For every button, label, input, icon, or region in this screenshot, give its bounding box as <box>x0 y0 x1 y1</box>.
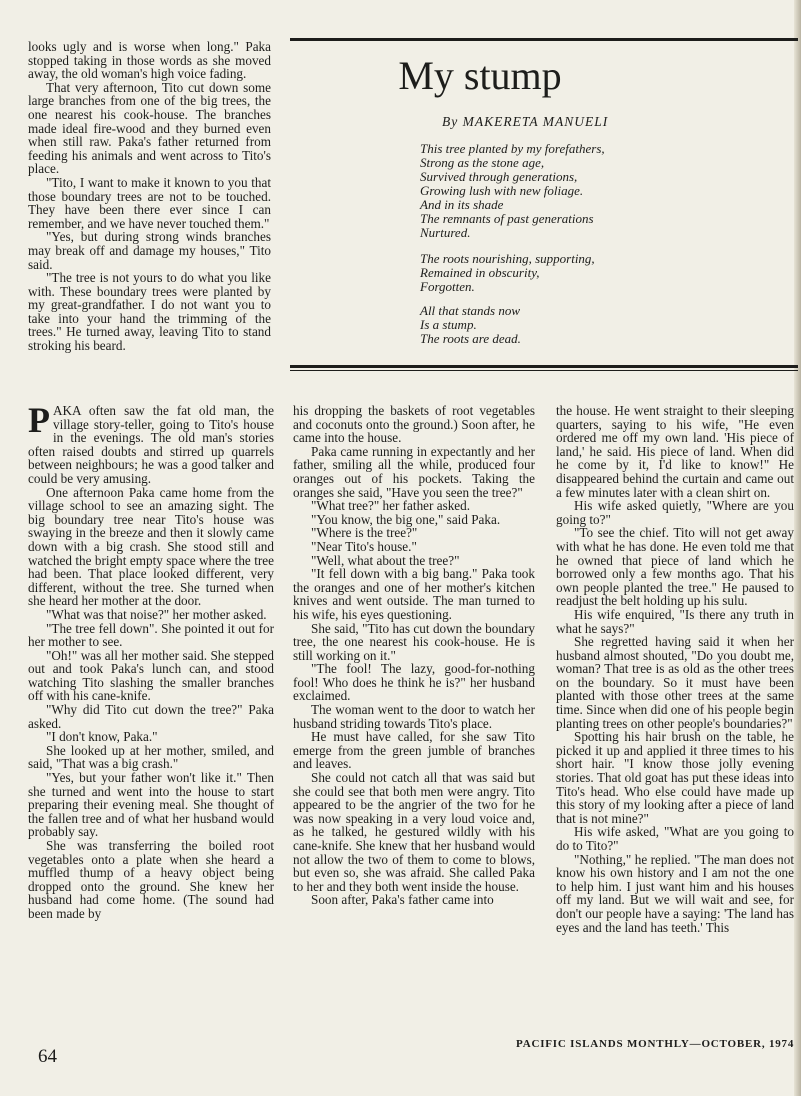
poem-line: Strong as the stone age, <box>420 155 545 170</box>
paragraph: looks ugly and is worse when long." Paka stopped taking in those words as she moved away, the old woman's high voice fading. <box>28 39 271 82</box>
poem-bottom-rule-thin <box>290 370 798 371</box>
paragraph: "What was that noise?" her mother asked. <box>46 606 267 622</box>
poem-line: This tree planted by my forefathers, <box>420 141 605 156</box>
paragraph: She could not catch all that was said but she could see that both men were angry. Tito appeared to be the angrier of the two for he was now speaking in a very loud voice and, as he talked, he gestured wildly with his cane-knife. She knew that her husband would not allow the two of them to come to blows, but even so, she was afraid. She called Paka to her and they both went inside the house. <box>293 770 535 894</box>
paragraph: His wife enquired, "Is there any truth in what he says?" <box>556 606 794 636</box>
paragraph: "What tree?" her father asked. <box>311 498 471 514</box>
paragraph: She was transferring the boiled root vegetables onto a plate when she heard a muffled thump of a heavy object being dropped onto the ground. She knew her husband had come home. (The sound had been made by <box>28 838 274 921</box>
paragraph: "Where is the tree?" <box>311 525 418 541</box>
poem-line: Forgotten. <box>420 279 475 294</box>
poem-line: Nurtured. <box>420 225 471 240</box>
page-number: 64 <box>38 1046 57 1067</box>
paragraph: "The tree fell down". She pointed it out for her mother to see. <box>28 620 274 650</box>
poem-line: All that stands now <box>420 303 521 318</box>
story-column-left <box>28 400 274 921</box>
paragraph: She said, "Tito has cut down the boundary tree, the one nearest his cook-house. He is still working on it." <box>293 620 535 663</box>
poem-line: The roots are dead. <box>420 331 521 346</box>
paragraph: He must have called, for she saw Tito emerge from the green jumble of branches and leaves. <box>293 729 535 772</box>
paragraph: His wife asked quietly, "Where are you going to?" <box>556 498 794 527</box>
paragraph: "You know, the big one," said Paka. <box>311 511 501 527</box>
paragraph: "Near Tito's house." <box>311 538 417 554</box>
poem-bottom-rule <box>290 365 798 368</box>
paragraph: "Yes, but during strong winds branches may break off and damage my houses," Tito said. <box>28 229 271 272</box>
story-column-middle <box>293 404 535 907</box>
poem-line: And in its shade <box>420 197 504 212</box>
poem-top-rule <box>290 38 798 41</box>
poem-line: The roots nourishing, supporting, <box>420 251 595 266</box>
poem-line: Growing lush with new foliage. <box>420 183 584 198</box>
publication-footer: PACIFIC ISLANDS MONTHLY—OCTOBER, 1974 <box>516 1038 795 1050</box>
paragraph: "It fell down with a big bang." Paka took the oranges and one of her mother's kitchen knives and went outside. The man turned to his wife, his eyes questioning. <box>293 566 535 622</box>
paragraph: his dropping the baskets of root vegetables and coconuts onto the ground.) Soon after, he came into the house. <box>293 403 535 446</box>
poem-stanza-2 <box>420 252 595 294</box>
paragraph: One afternoon Paka came home from the village school to see an amazing sight. The big boundary tree near Tito's house was swaying in the breeze and then it slowly came down with a big crash. She stood still and watched the bright empty space where the tree had been. That place looked different, very different, without the tree. She turned when she heard her mother at the door. <box>28 484 274 609</box>
paragraph: "Oh!" was all her mother said. She stepped out and took Paka's lunch can, and stood watching Tito slashing the smaller branches off with his cane-knife. <box>28 647 274 704</box>
paragraph: "Tito, I want to make it known to you that those boundary trees are not to be touched. They have been there ever since I can remember, and we have never touched them." <box>28 174 271 231</box>
paragraph: His wife asked, "What are you going to do to Tito?" <box>556 824 794 853</box>
story-column-right <box>556 404 794 934</box>
paragraph-dropcap: PAKA often saw the fat old man, the village story-teller, going to Tito's house in the evenings. The old man's stories often raised doubts and stirred up quarrels between neighbours; he was a good talker and could be very amusing. <box>28 400 274 486</box>
paragraph: She regretted having said it when her husband almost shouted, "Do you doubt me, woman? That tree is as old as the other trees on the boundary. So it must have been planted with those other trees at the same time. Since when did one of his people begin planting trees on other people's boundaries?" <box>556 634 794 731</box>
paragraph: "Well, what about the tree?" <box>311 552 460 568</box>
paragraph: the house. He went straight to their sleeping quarters, saying to his wife, "He even ordered me off my own land. 'His piece of land,' he said. His piece of land. When did he come by it, I'd like to know!" He disappeared behind the curtain and came out a few minutes later with a clean shirt on. <box>556 403 794 500</box>
paragraph: Spotting his hair brush on the table, he picked it up and applied it three times to his short hair. "I know those jolly evening stories. That old goat has put these ideas into Tito's head. Who else could have made up this story of my looking after a piece of land that is not mine?" <box>556 729 794 826</box>
paragraph: "Nothing," he replied. "The man does not know his own history and I am not the one to help him. I just want him and his houses off my land. But we will wait and see, for don't our people have a saying: 'The land has eyes and the land has teeth.' This <box>556 851 794 935</box>
paragraph: "Why did Tito cut down the tree?" Paka asked. <box>28 702 274 731</box>
paragraph: She looked up at her mother, smiled, and said, "That was a big crash." <box>28 742 274 772</box>
poem-title: My stump <box>398 53 562 98</box>
paragraph: "To see the chief. Tito will not get away with what he has done. He even told me that he owned that piece of land which he borrowed only a few months ago. That his own people planted the tree." He paused to readjust the belt holding up his sulu. <box>556 525 794 609</box>
paragraph: "The tree is not yours to do what you like with. These boundary trees were planted by my great-grandfather. I do not want you to take into your hand the trimming of the trees." He turned away, leaving Tito to stand stroking his beard. <box>28 270 271 354</box>
poem-stanza-1 <box>420 142 605 240</box>
poem-line: The remnants of past generations <box>420 211 594 226</box>
poem-box <box>290 38 798 370</box>
paragraph: The woman went to the door to watch her husband striding towards Tito's place. <box>293 702 535 731</box>
paragraph: Soon after, Paka's father came into <box>311 892 494 908</box>
paragraph: "Yes, but your father won't like it." Then she turned and went into the house to start preparing their evening meal. She thought of the fallen tree and of what her husband would probably say. <box>28 770 274 840</box>
poem-line: Remained in obscurity, <box>420 265 540 280</box>
paragraph: Paka came running in expectantly and her father, smiling all the while, produced four oranges out of his pockets. Taking the oranges she said, "Have you seen the tree?" <box>293 443 535 500</box>
poem-stanza-3 <box>420 304 521 346</box>
paragraph: "The fool! The lazy, good-for-nothing fool! Who does he think he is?" her husband exclaimed. <box>293 661 535 704</box>
poem-line: Is a stump. <box>420 317 477 332</box>
poem-line: Survived through generations, <box>420 169 578 184</box>
paragraph: That very afternoon, Tito cut down some large branches from one of the big trees, the one nearest his cook-house. The branches made ideal fire-wood and they burned even when still raw. Paka's father returned from feeding his animals and went across to Tito's place. <box>28 79 271 177</box>
story-column-top-left <box>28 40 271 353</box>
paragraph: "I don't know, Paka." <box>46 729 158 745</box>
poem-byline: By MAKERETA MANUELI <box>442 114 609 129</box>
